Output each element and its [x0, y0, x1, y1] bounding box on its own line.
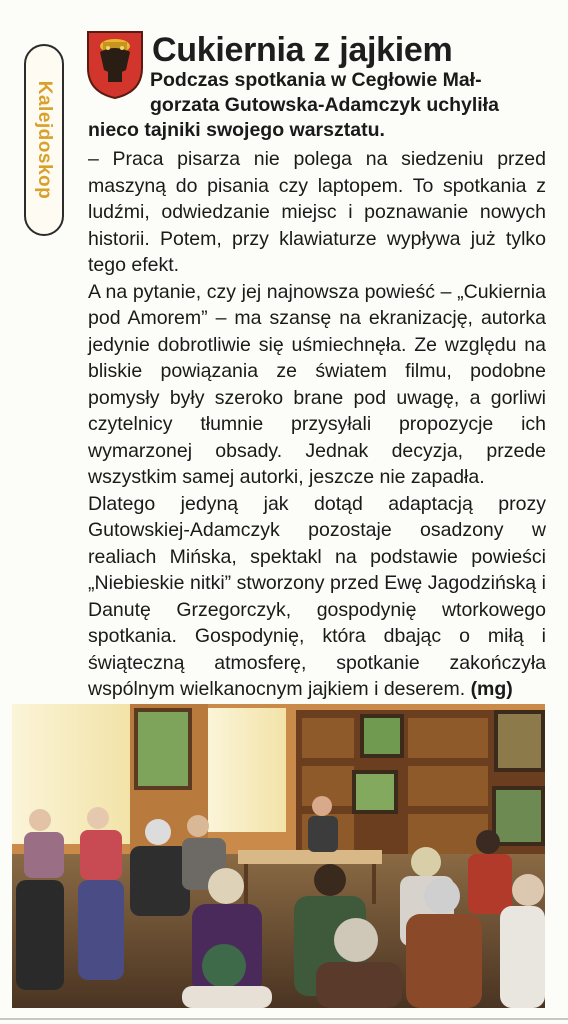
section-tab — [24, 44, 64, 236]
article-paragraph: – Praca pisarza nie polega na siedzeniu przed maszyną do pisania czy laptopem. To spotkania z ludźmi, odwiedzanie miejsc i poznawanie nowych historii. Potem, przy klawiaturze wypływa już tylko tego efekt. — [88, 148, 546, 276]
article-body — [88, 146, 546, 703]
article-lead-line-1: Podczas spotkania w Cegłowie Mał- — [150, 69, 482, 91]
article-lead-line-2: gorzata Gutowska-Adamczyk uchyliła — [150, 94, 499, 116]
article-lead-line-3: nieco tajniki swojego warsztatu. — [88, 119, 385, 141]
section-tab-label: Kalejdoskop — [34, 80, 55, 200]
article-photo — [12, 704, 545, 1008]
page-divider — [0, 1018, 568, 1020]
article-paragraph: Dlatego jedyną jak dotąd adaptacją prozy Gutowskiej-Adamczyk pozostaje osadzony w realiach Mińska, spektakl na podstawie powieści „Niebieskie nitki” stworzony przed Ewę Jagodzińską i Danutę Grzegorczyk, gospodynię wtorkowego spotkania. Gospodynię, która dbając o miłą i świąteczną atmosferę, spotkanie zakończyła wspólnym wielkanocnym jajkiem i deserem. (mg) — [88, 492, 546, 700]
article-paragraph: A na pytanie, czy jej najnowsza powieść – „Cukiernia pod Amorem” – ma szansę na ekranizację, autorka jedynie dobrotliwie się uśmiechnęła. Ze względu na bliskie powiązania ze światem filmu, podobne pomysły były szeroko brane pod uwagę, a gorliwi czytelnicy tłumnie przysyłali propozycje ich wymarzonej obsady. Jednak decyzja, przede wszystkim samej autorki, jeszcze nie zapadła. — [88, 280, 546, 488]
article-signature: (mg) — [470, 678, 513, 700]
article-title: Cukiernia z jajkiem — [152, 31, 453, 69]
coat-of-arms-icon — [86, 30, 144, 100]
